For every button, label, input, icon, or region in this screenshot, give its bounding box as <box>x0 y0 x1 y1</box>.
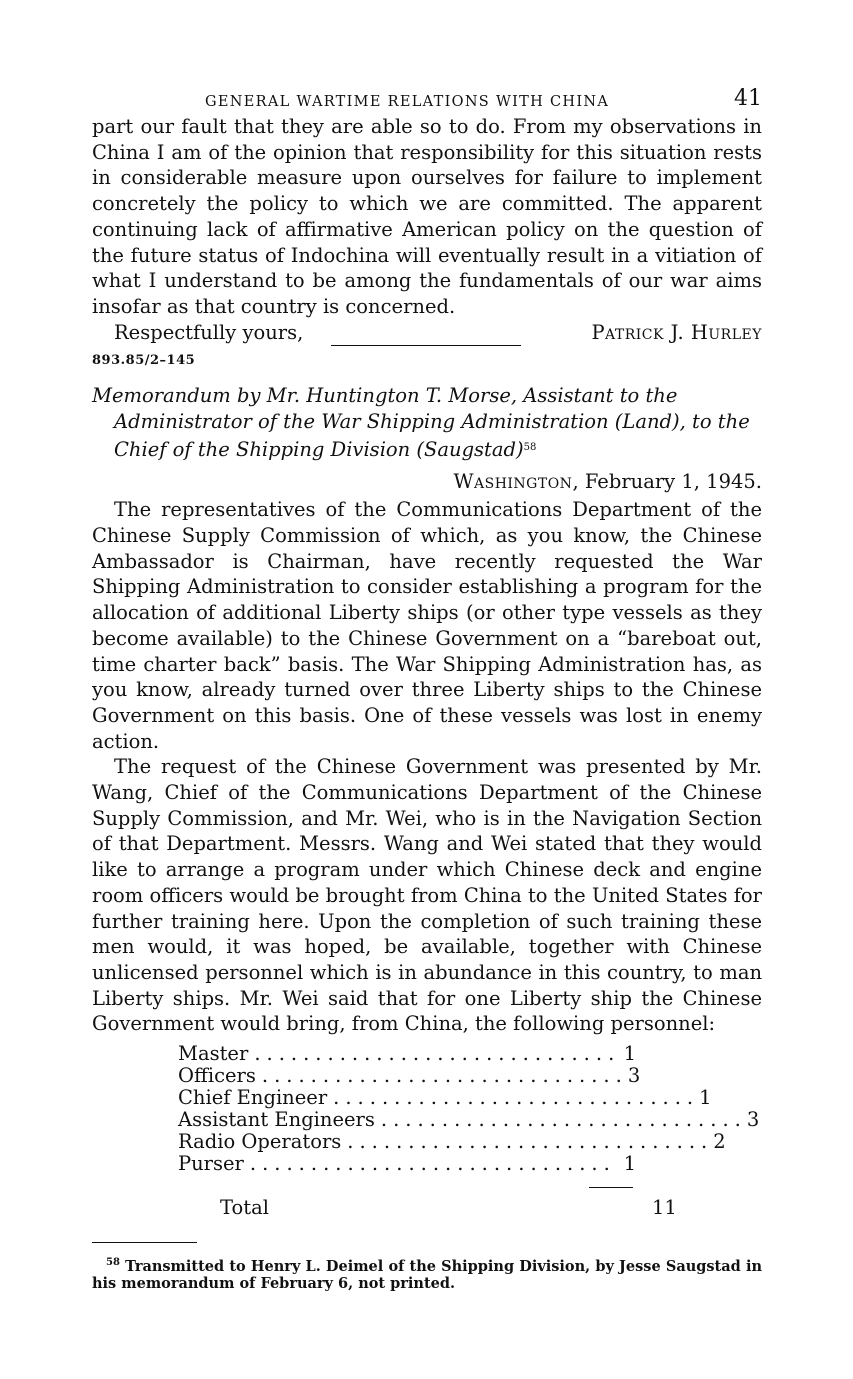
letter-body <box>92 114 762 320</box>
total-label: Total <box>220 1196 269 1220</box>
total-value: 11 <box>652 1196 677 1220</box>
personnel-role: Purser <box>178 1152 244 1176</box>
signature: Patrick J. Hurley <box>591 320 762 344</box>
total-rule <box>589 1187 633 1188</box>
personnel-count: 3 <box>627 1064 641 1088</box>
personnel-count: 2 <box>713 1130 726 1154</box>
personnel-row: Officers .............................. 3 <box>178 1064 641 1088</box>
memo-body <box>92 497 762 1037</box>
personnel-row: Assistant Engineers .............................. 3 <box>178 1108 760 1132</box>
memo-paragraph-1: The representatives of the Communications Department of the Chinese Supply Commission of which, as you know, the Chinese Ambassador is Chairman, have recently requested the War Shipping Administration to consider establishing a program for the allocation of additional Liberty ships (or other type vessels as they become available) to the Chinese Government on a “bareboat out, time charter back” basis. The War Shipping Administration has, as you know, already turned over three Liberty ships to the Chinese Government on this basis. One of these vessels was lost in enemy action. <box>92 498 762 753</box>
closing-text: Respectfully yours, <box>114 320 304 344</box>
footnote-rule <box>92 1242 197 1243</box>
running-title: GENERAL WARTIME RELATIONS WITH CHINA <box>205 94 610 110</box>
memo-heading-text: Memorandum by Mr. Huntington T. Morse, Assistant to the Administrator of the War Shipping Administration (Land), to the Chief of the Shipping Division (Saugstad) <box>92 384 750 462</box>
footnote <box>92 1254 762 1292</box>
personnel-table <box>178 1042 760 1176</box>
footnote-ref: 58 <box>523 442 537 454</box>
page-number: 41 <box>734 86 762 111</box>
personnel-count: 1 <box>623 1152 636 1176</box>
personnel-count: 1 <box>623 1042 636 1066</box>
letter-closing <box>92 320 762 346</box>
total-row <box>92 1190 762 1220</box>
personnel-count: 1 <box>699 1086 712 1110</box>
personnel-role: Assistant Engineers <box>178 1108 375 1132</box>
letter-continuation: part our fault that they are able so to do. From my observations in China I am of the opinion that responsibility for this situation rests in considerable measure upon ourselves for failure to implement concretely the policy to which we are committed. The apparent continuing lack of affirmative American policy on the question of the future status of Indochina will eventually result in a vitiation of what I understand to be among the fundamentals of our war aims insofar as that country is concerned. <box>92 115 762 318</box>
footnote-text: Transmitted to Henry L. Deimel of the Shipping Division, by Jesse Saugstad in his memorandum of February 6, not printed. <box>92 1258 762 1292</box>
memo-heading <box>92 383 762 463</box>
personnel-count: 3 <box>746 1108 760 1132</box>
dateline-place: Washington <box>453 470 573 494</box>
personnel-role: Radio Operators <box>178 1130 342 1154</box>
personnel-row: Master .............................. 1 <box>178 1042 636 1066</box>
personnel-row: Purser .............................. 1 <box>178 1152 636 1176</box>
footnote-number: 58 <box>106 1257 120 1268</box>
document-separator <box>92 345 762 373</box>
personnel-row: Chief Engineer .............................. 1 <box>178 1086 712 1110</box>
personnel-role: Officers <box>178 1064 256 1088</box>
dateline <box>92 469 762 495</box>
separator-rule <box>331 345 521 346</box>
personnel-role: Master <box>178 1042 249 1066</box>
personnel-role: Chief Engineer <box>178 1086 328 1110</box>
file-number: 893.85/2–145 <box>92 353 196 369</box>
dateline-date: , February 1, 1945. <box>572 470 762 494</box>
document-page <box>92 84 762 1220</box>
personnel-row: Radio Operators .............................. 2 <box>178 1130 726 1154</box>
memo-paragraph-2: The request of the Chinese Government was presented by Mr. Wang, Chief of the Communications Department of the Chinese Supply Commission, and Mr. Wei, who is in the Navigation Section of that Department. Messrs. Wang and Wei stated that they would like to arrange a program under which Chinese deck and engine room officers would be brought from China to the United States for further training here. Upon the completion of such training these men would, it was hoped, be available, together with Chinese unlicensed personnel which is in abundance in this country, to man Liberty ships. Mr. Wei said that for one Liberty ship the Chinese Government would bring, from China, the following personnel: <box>92 755 762 1036</box>
running-head <box>92 84 762 114</box>
